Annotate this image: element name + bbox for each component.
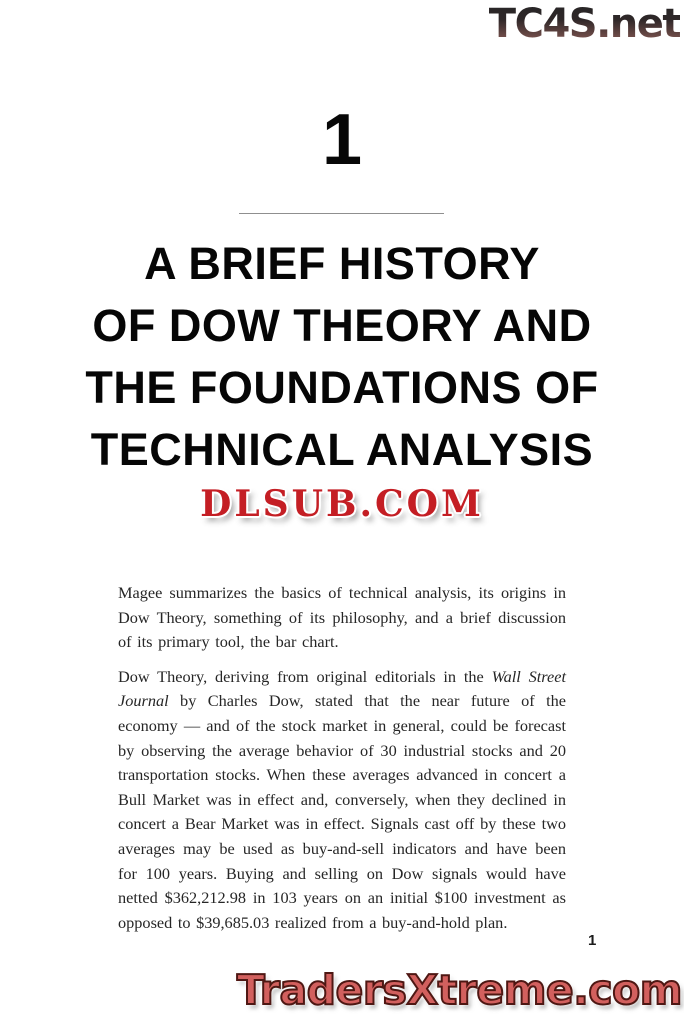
dlsub-watermark-logo: DLSUB.COM	[200, 483, 484, 525]
title-divider-rule	[239, 213, 444, 214]
chapter-title	[0, 233, 684, 481]
body-text	[118, 581, 566, 945]
page-number: 1	[588, 932, 597, 949]
chapter-number: 1	[321, 100, 363, 180]
tradersxtreme-watermark-logo: TradersXtreme.com	[236, 966, 682, 1014]
paragraph-2-text-end: by Charles Dow, stated that the near future of the economy — and of the stock market in general, could be forecast by observing the average behavior of 30 industrial stocks and 20 transportation stocks. When these averages advanced in concert a Bull Market was in effect and, conversely, when they declined in concert a Bear Market was in effect. Signals cast off by these two averages may be used as buy-and-sell indicators and have been for 100 years. Buying and selling on Dow signals would have netted $362,212.98 in 103 years on an initial $100 investment as opposed to $39,685.03 realized from a buy-and-hold plan.	[118, 691, 566, 932]
paragraph-2-text-start: Dow Theory, deriving from original editorials in the	[118, 666, 492, 686]
chapter-title-line-1: A BRIEF HISTORY	[144, 238, 540, 289]
paragraph-2-italic-citation: Wall Street Journal	[118, 666, 566, 711]
chapter-title-line-4: TECHNICAL ANALYSIS	[90, 424, 594, 475]
tc4s-watermark-logo: TC4S.net	[488, 1, 680, 47]
body-paragraph-1: Magee summarizes the basics of technical analysis, its origins in Dow Theory, something of its philosophy, and a brief discussion of its primary tool, the bar chart.	[118, 583, 566, 652]
chapter-title-line-3: THE FOUNDATIONS OF	[85, 362, 599, 413]
chapter-title-line-2: OF DOW THEORY AND	[92, 300, 592, 351]
body-paragraph-2	[118, 665, 566, 936]
